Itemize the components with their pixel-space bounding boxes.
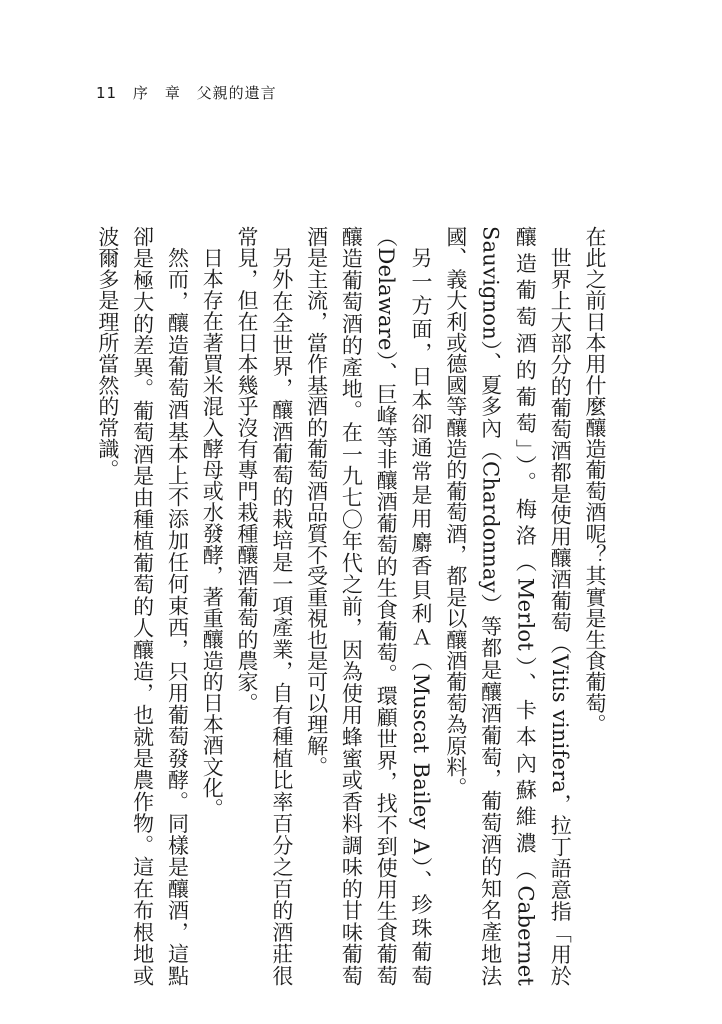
paragraph-3: 另一方面，日本卻通常是用麝香貝利Ａ（Muscat Bailey A）、珍珠葡萄（Delaware）、巨峰等非釀酒葡萄的生食葡萄。環顧世界，找不到使用生食葡萄釀造葡萄酒的產地。在一九七〇年代之前，因為使用蜂蜜或香料調味的甘味葡萄酒是主流，當作基酒的葡萄酒品質不受重視也是可以理解。 xyxy=(304,226,434,986)
paragraph-1: 在此之前日本用什麼釀造葡萄酒呢？其實是生食葡萄。 xyxy=(583,226,607,735)
paragraph-2: 世界上大部分的葡萄酒都是使用釀酒葡萄（Vitis vinifera，拉丁語意指「用於釀造葡萄酒的葡萄」）。梅洛（Merlot）、卡本內蘇維濃（Cabernet Sauvignon）、夏多內（Chardonnay）等都是釀酒葡萄，葡萄酒的知名產地法國、義大利或德國等釀造的葡萄酒，都是以釀酒葡萄為原料。 xyxy=(443,226,573,986)
body-text xyxy=(90,226,612,986)
paragraph-6: 然而，釀造葡萄酒基本上不添加任何東西，只用葡萄發酵。同樣是釀酒，這點卻是極大的差異。葡萄酒是由種植葡萄的人釀造，也就是農作物。這在布根地或波爾多是理所當然的常識。 xyxy=(95,226,190,986)
section-label: 序 章 xyxy=(132,84,181,102)
paragraph-5: 日本存在著買米混入酵母或水發酵，著重釀造的日本酒文化。 xyxy=(200,247,225,820)
page-number: 11 xyxy=(96,84,118,102)
paragraph-4: 另外在全世界，釀酒葡萄的栽培是一項產業，自有種植比率百分之百的酒莊很常見，但在日本幾乎沒有專門栽種釀酒葡萄的農家。 xyxy=(235,226,294,986)
running-header xyxy=(96,82,287,103)
chapter-title: 父親的遺言 xyxy=(196,84,277,102)
